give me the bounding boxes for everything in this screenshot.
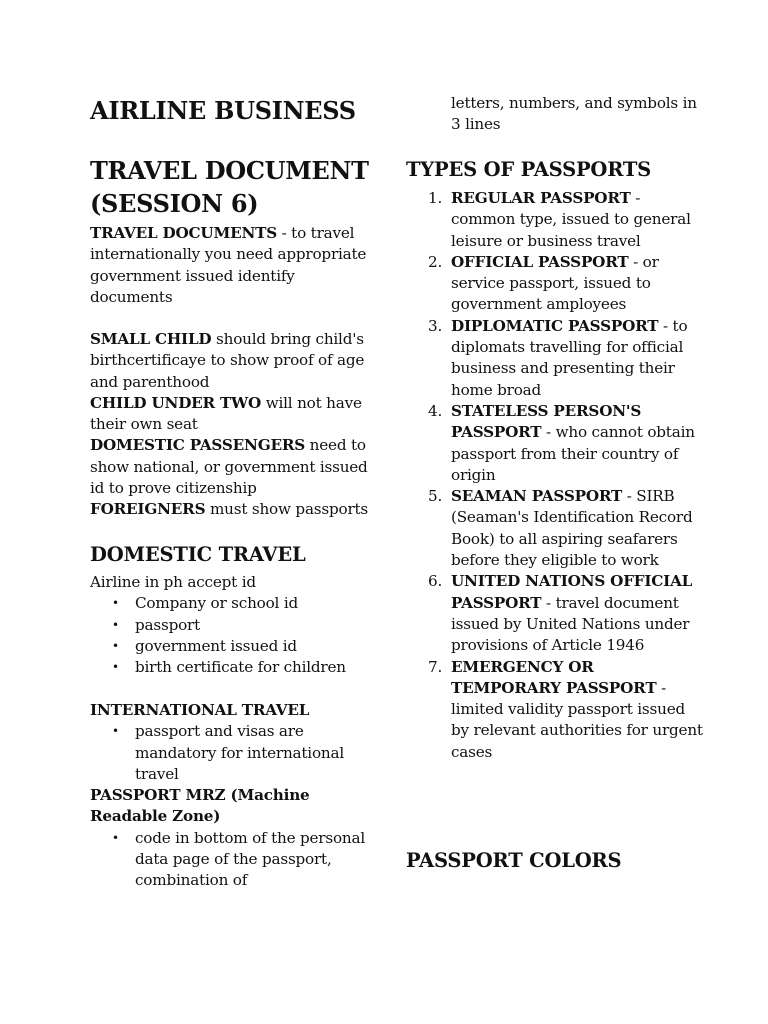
list-item <box>406 657 706 763</box>
travel-documents-text: - to travel internationally you need appropriate government issued identify documents <box>90 224 367 306</box>
list-item-text: code in bottom of the personal data page of the passport, combination of <box>135 828 365 890</box>
international-travel-section <box>90 700 380 892</box>
list-item-text: birth certificate for children <box>135 658 346 677</box>
passport-type-text: - travel document issued by United Nations under provisions of Article 1946 <box>451 593 690 655</box>
list-item-text: Company or school id <box>135 594 298 613</box>
passport-type-term: SEAMAN PASSPORT <box>451 487 623 506</box>
domestic-passengers-paragraph <box>90 435 380 499</box>
list-number: 7. <box>428 657 443 676</box>
passport-type-term: STATELESS PERSON'S PASSPORT <box>451 401 642 442</box>
passport-type-term: OFFICIAL PASSPORT <box>451 252 629 271</box>
list-item <box>90 657 380 678</box>
section-title-line2: (SESSION 6) <box>90 189 259 218</box>
domestic-id-list <box>90 593 380 678</box>
list-item <box>90 615 380 636</box>
passport-type-term: REGULAR PASSPORT <box>451 189 631 207</box>
bullet-icon: • <box>112 724 119 739</box>
section-title <box>90 154 380 220</box>
list-item <box>406 486 706 571</box>
list-item-text: government issued id <box>135 636 297 655</box>
small-child-term: SMALL CHILD <box>90 330 212 348</box>
travel-documents-paragraph <box>90 223 380 308</box>
domestic-travel-heading: DOMESTIC TRAVEL <box>90 543 306 566</box>
list-item <box>406 571 706 656</box>
list-item <box>90 593 380 614</box>
passport-type-text: - to diplomats travelling for official business and presenting their home broad <box>451 316 688 399</box>
passport-types-list <box>406 188 706 763</box>
mrz-continued-text: letters, numbers, and symbols in 3 lines <box>451 94 697 134</box>
child-under-two-text: will not have their own seat <box>90 393 362 434</box>
international-travel-heading: INTERNATIONAL TRAVEL <box>90 701 310 719</box>
bullet-icon: • <box>112 638 119 653</box>
domestic-travel-section <box>90 572 380 678</box>
bullet-icon: • <box>112 617 119 632</box>
passport-type-text: - or service passport, issued to government amployees <box>451 252 659 314</box>
travel-documents-term: TRAVEL DOCUMENTS <box>90 224 277 242</box>
passport-type-text: - SIRB (Seaman's Identification Record Book) to all aspiring seafarers before they eligible to work <box>451 487 693 570</box>
list-item <box>406 316 706 401</box>
list-number: 1. <box>428 189 443 207</box>
document-title: AIRLINE BUSINESS <box>90 96 356 125</box>
domestic-intro: Airline in ph accept id <box>90 573 256 591</box>
passenger-requirements <box>90 329 380 521</box>
section-title-line1: TRAVEL DOCUMENT <box>90 156 369 185</box>
passport-type-text: - who cannot obtain passport from their country of origin <box>451 423 695 484</box>
list-number: 3. <box>428 316 443 335</box>
international-list <box>90 721 380 785</box>
list-item <box>90 636 380 657</box>
list-number: 6. <box>428 572 443 591</box>
list-item-text: passport <box>135 615 200 634</box>
child-under-two-term: CHILD UNDER TWO <box>90 393 262 412</box>
passport-type-term: DIPLOMATIC PASSPORT <box>451 316 659 335</box>
list-number: 5. <box>428 487 443 506</box>
list-number: 2. <box>428 252 443 271</box>
child-under-two-paragraph <box>90 393 380 436</box>
list-item <box>90 721 380 785</box>
list-number: 4. <box>428 401 443 420</box>
bullet-icon: • <box>112 830 119 845</box>
list-item <box>406 401 706 486</box>
list-item <box>406 252 706 316</box>
list-item <box>406 188 706 252</box>
passport-colors-heading: PASSPORT COLORS <box>406 849 622 872</box>
small-child-paragraph <box>90 329 380 393</box>
passport-type-term: UNITED NATIONS OFFICIAL PASSPORT <box>451 572 693 612</box>
foreigners-text: must show passports <box>205 500 369 519</box>
bullet-icon: • <box>112 596 119 611</box>
list-item <box>90 828 380 892</box>
passport-mrz-heading: PASSPORT MRZ (Machine Readable Zone) <box>90 786 310 826</box>
passport-type-term: EMERGENCY OR TEMPORARY PASSPORT <box>451 657 657 697</box>
list-item-text: passport and visas are mandatory for international travel <box>135 722 345 783</box>
small-child-text: should bring child's birthcertificaye to show proof of age and parenthood <box>90 330 365 391</box>
domestic-passengers-text: need to show national, or government issued id to prove citizenship <box>90 436 368 498</box>
foreigners-paragraph <box>90 499 380 520</box>
passport-type-text: - limited validity passport issued by relevant authorities for urgent cases <box>451 678 703 761</box>
foreigners-term: FOREIGNERS <box>90 500 206 519</box>
domestic-passengers-term: DOMESTIC PASSENGERS <box>90 436 306 455</box>
types-of-passports-heading: TYPES OF PASSPORTS <box>406 158 652 181</box>
bullet-icon: • <box>112 660 119 675</box>
passport-type-text: - common type, issued to general leisure or business travel <box>451 189 691 250</box>
mrz-list <box>90 828 380 892</box>
